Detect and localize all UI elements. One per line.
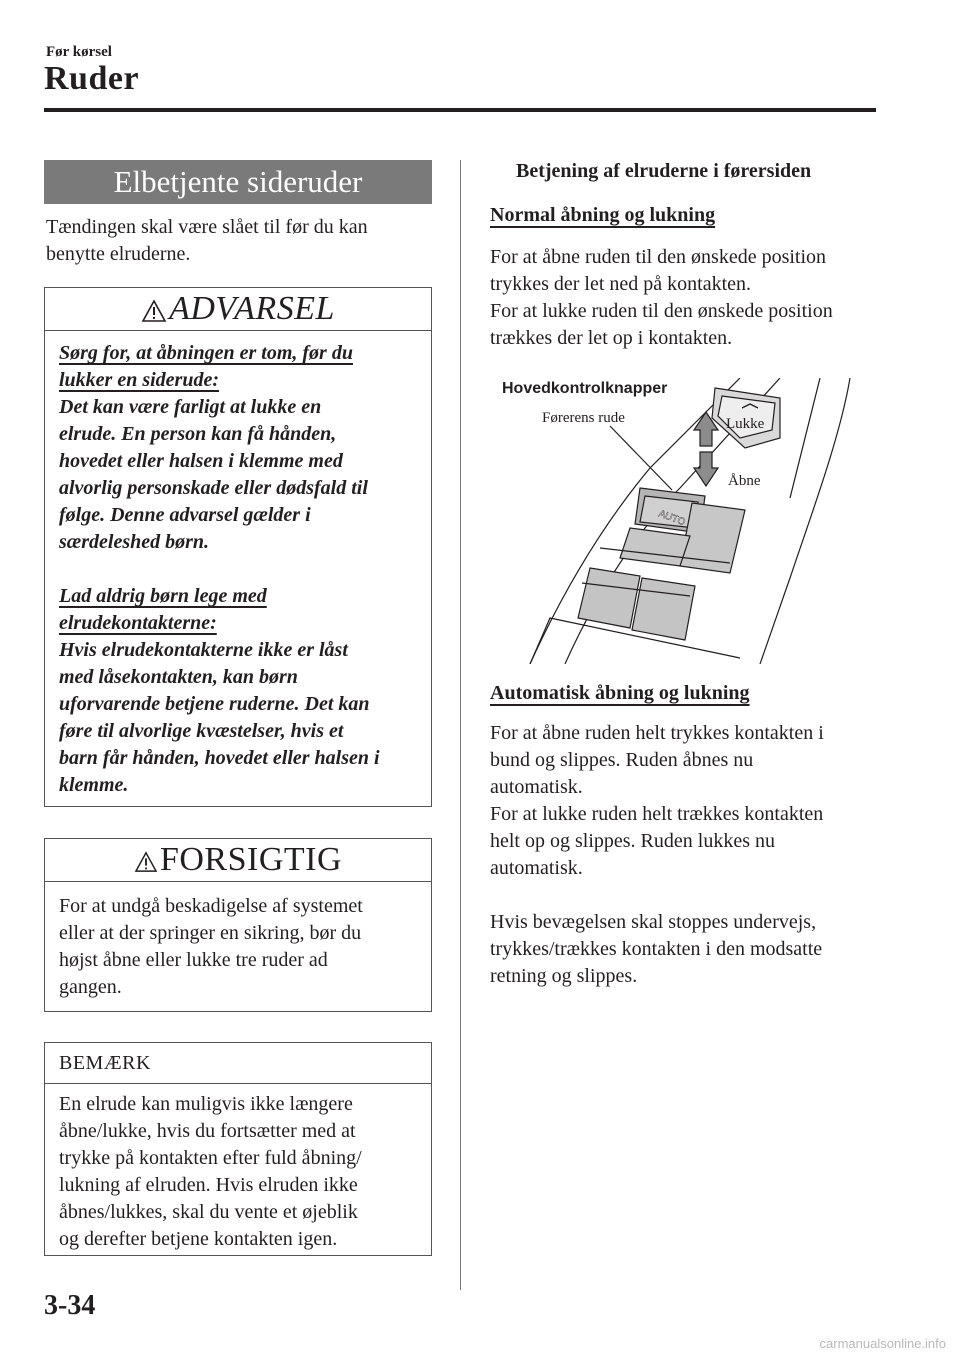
section-label: Før kørsel: [46, 44, 112, 60]
warning-line: klemme.: [59, 774, 129, 796]
header-rule: [44, 108, 876, 112]
caution-body: [59, 893, 429, 1001]
normal-line: trykkes der let ned på kontakten.: [490, 273, 752, 295]
note-line: trykke på kontakten efter fuld åbning/: [59, 1147, 362, 1169]
warning-body: [59, 340, 429, 799]
warning-heading-line: Sørg for, at åbningen er tom, før du: [59, 342, 353, 364]
intro-line: Tændingen skal være slået til før du kan: [46, 216, 368, 238]
caution-line: eller at der springer en sikring, bør du: [59, 922, 362, 944]
caution-triangle-icon: [134, 851, 158, 873]
note-body: [59, 1091, 429, 1253]
caution-line: gangen.: [59, 976, 122, 998]
note-line: åbnes/lukkes, skal du vente et øjeblik: [59, 1201, 358, 1223]
up-down-arrow-icon: [694, 412, 718, 486]
warning-header: [45, 288, 431, 331]
page-title: Ruder: [44, 60, 140, 97]
note-line: åbne/lukke, hvis du fortsætter med at: [59, 1120, 356, 1142]
auto-line: Hvis bevægelsen skal stoppes undervejs,: [490, 911, 817, 933]
auto-label: AUTO: [656, 508, 687, 529]
warning-line: Det kan være farligt at lukke en: [59, 396, 322, 418]
warning-line: elrude. En person kan få hånden,: [59, 423, 337, 445]
warning-line: hovedet eller halsen i klemme med: [59, 450, 343, 472]
warning-line: Hvis elrudekontakterne ikke er låst: [59, 639, 348, 661]
warning-heading-line: lukker en siderude:: [59, 369, 219, 391]
note-header: [45, 1043, 431, 1084]
normal-text: [490, 244, 890, 352]
normal-line: For at åbne ruden til den ønskede position: [490, 246, 827, 268]
page-number: 3-34: [44, 1290, 96, 1321]
intro-line: benytte elruderne.: [46, 243, 191, 265]
warning-line: barn får hånden, hovedet eller halsen i: [59, 747, 380, 769]
open-label: Åbne: [728, 473, 761, 489]
section-banner: Elbetjente sideruder: [44, 160, 432, 204]
auto-line: retning og slippes.: [490, 965, 638, 987]
main-controls-label: Hovedkontrolknapper: [502, 380, 668, 397]
window-switch-illustration: [490, 378, 870, 664]
close-label: Lukke: [726, 416, 765, 432]
warning-line: føre til alvorlige kvæstelser, hvis et: [59, 720, 344, 742]
warning-line: med låsekontakten, kan børn: [59, 666, 298, 688]
normal-line: For at lukke ruden til den ønskede position: [490, 300, 833, 322]
warning-box: [44, 287, 432, 807]
column-divider: [460, 160, 461, 1290]
warning-triangle-icon: [141, 299, 167, 323]
auto-line: For at lukke ruden helt trækkes kontakten: [490, 803, 824, 825]
operation-subheading: Betjening af elruderne i førersiden: [516, 160, 812, 182]
auto-line: For at åbne ruden helt trykkes kontakten i: [490, 722, 824, 744]
auto-line: automatisk.: [490, 776, 583, 798]
note-line: lukning af elruden. Hvis elruden ikke: [59, 1174, 358, 1196]
warning-heading-line: elrudekontakterne:: [59, 612, 217, 634]
auto-line: bund og slippes. Ruden åbnes nu: [490, 749, 754, 771]
note-line: og derefter betjene kontakten igen.: [59, 1228, 338, 1250]
warning-line: følge. Denne advarsel gælder i: [59, 504, 311, 526]
note-title: BEMÆRK: [59, 1052, 151, 1074]
intro-text: [46, 214, 426, 268]
warning-title: ADVARSEL: [169, 290, 335, 327]
caution-box: [44, 838, 432, 1012]
caution-title: FORSIGTIG: [159, 841, 343, 878]
normal-heading: Normal åbning og lukning: [490, 204, 716, 226]
auto-line: trykkes/trækkes kontakten i den modsatte: [490, 938, 823, 960]
auto-line: automatisk.: [490, 857, 583, 879]
watermark: carmanualsonline.info: [819, 1336, 946, 1351]
note-box: [44, 1042, 432, 1256]
caution-line: For at undgå beskadigelse af systemet: [59, 895, 363, 917]
warning-heading-line: Lad aldrig børn lege med: [59, 585, 267, 607]
auto-heading: Automatisk åbning og lukning: [490, 682, 750, 704]
warning-line: alvorlig personskade eller dødsfald til: [59, 477, 368, 499]
warning-line: særdeleshed børn.: [59, 531, 210, 553]
caution-line: højst åbne eller lukke tre ruder ad: [59, 949, 328, 971]
normal-line: trækkes der let op i kontakten.: [490, 327, 733, 349]
note-line: En elrude kan muligvis ikke længere: [59, 1093, 353, 1115]
warning-line: uforvarende betjene ruderne. Det kan: [59, 693, 370, 715]
auto-line: helt op og slippes. Ruden lukkes nu: [490, 830, 775, 852]
caution-header: [45, 839, 431, 882]
driver-window-label: Førerens rude: [542, 410, 625, 426]
auto-text: [490, 720, 890, 990]
